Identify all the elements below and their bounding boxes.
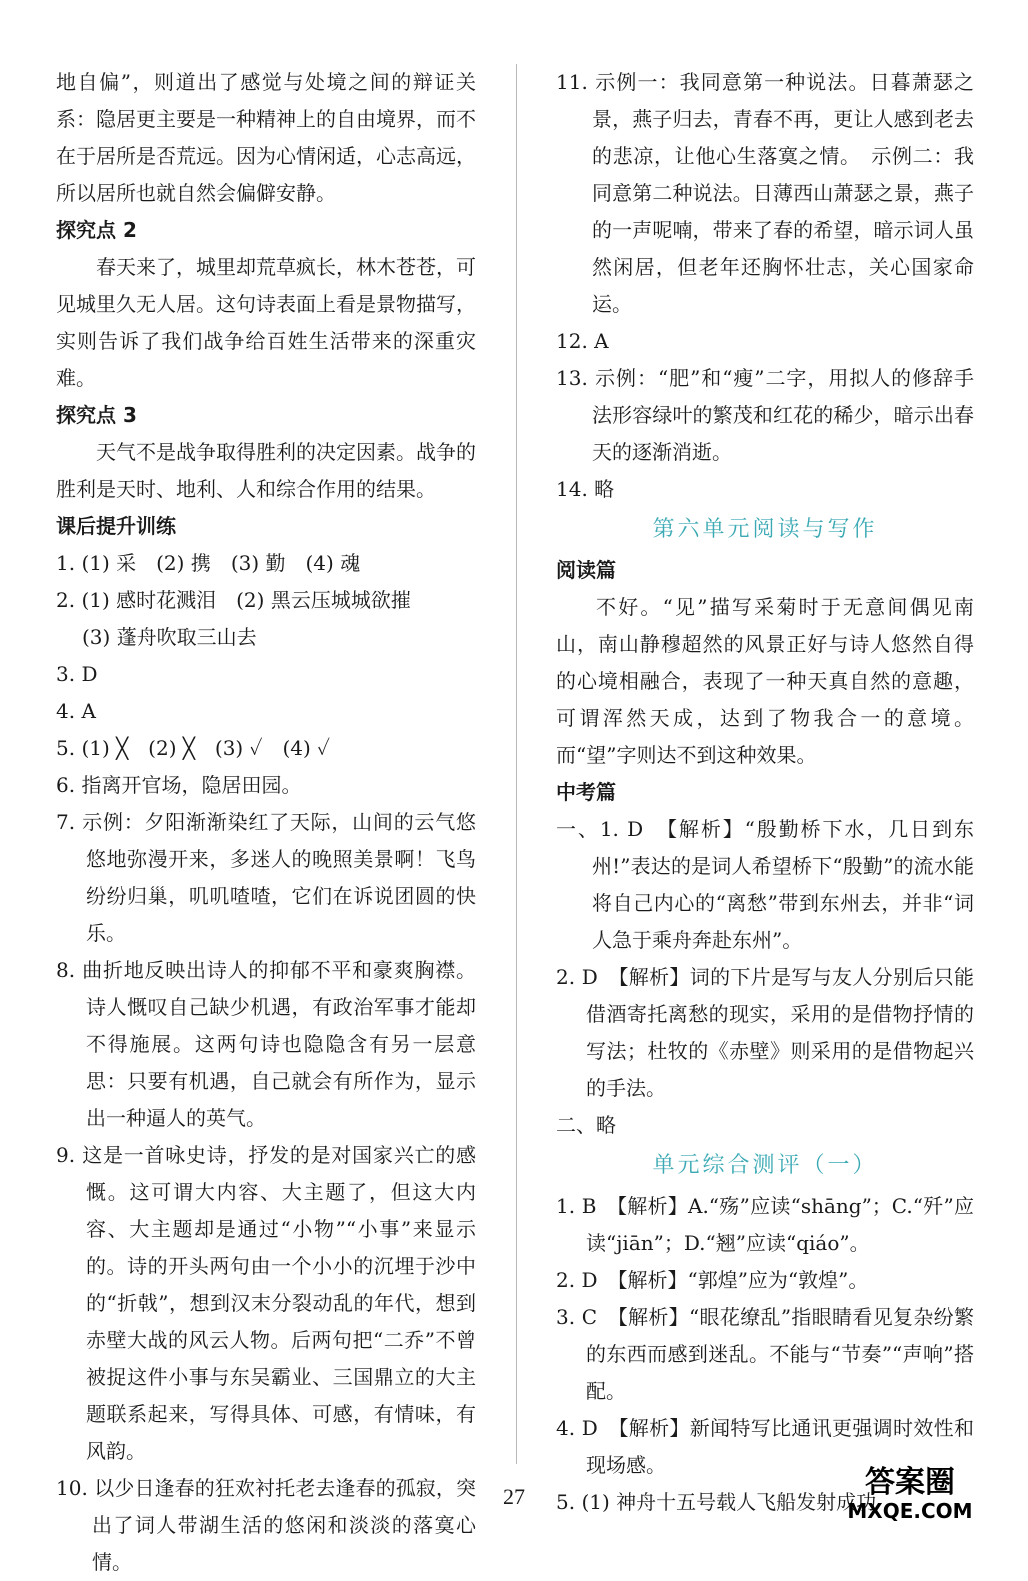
watermark-url: MXQE.COM — [847, 1499, 973, 1523]
answer-line: 1. (1) 采 (2) 携 (3) 勤 (4) 魂 — [56, 551, 361, 575]
answer-line: 6. 指离开官场，隐居田园。 — [56, 773, 302, 797]
section-heading: 课后提升训练 — [56, 514, 176, 538]
answer-item: 13. 示例：“肥”和“瘦”二字，用拟人的修辞手法形容绿叶的繁茂和红花的稀少，暗示出春天的逐渐消逝。 — [556, 366, 974, 464]
right-column — [556, 64, 974, 1521]
answer-item: 9. 这是一首咏史诗，抒发的是对国家兴亡的感慨。这可谓大内容、大主题了，但这大内容、大主题却是通过“小物”“小事”来显示的。诗的开头两句由一个小小的沉埋于沙中的“折戟”，想到汉末分裂动乱的年代，想到赤壁大战的风云人物。后两句把“二乔”不曾被捉这件小事与东吴霸业、三国鼎立的大主题联系起来，写得具体、可感，有情味，有风韵。 — [56, 1143, 476, 1463]
answer-line: 4. A — [56, 699, 96, 723]
answer-item: 10. 以少日逢春的狂欢衬托老去逢春的孤寂，突出了词人带湖生活的悠闲和淡淡的落寞心情。 — [56, 1476, 476, 1574]
section-heading: 阅读篇 — [556, 558, 616, 582]
answer-line: (3) 蓬舟吹取三山去 — [82, 625, 257, 649]
answer-line: 14. 略 — [556, 477, 615, 501]
answer-item: 4. D 【解析】新闻特写比通讯更强调时效性和现场感。 — [556, 1416, 974, 1477]
section-heading: 中考篇 — [556, 780, 616, 804]
watermark-logo — [810, 1456, 1010, 1526]
unit-title: 第六单元阅读与写作 — [652, 517, 878, 542]
watermark-title: 答案圈 — [865, 1465, 955, 1500]
answer-item: 8. 曲折地反映出诗人的抑郁不平和豪爽胸襟。诗人慨叹自己缺少机遇，有政治军事才能却不得施展。这两句诗也隐隐含有另一层意思：只要有机遇，自己就会有所作为，显示出一种逼人的英气。 — [56, 958, 476, 1130]
answer-item: 3. C 【解析】“眼花缭乱”指眼睛看见复杂纷繁的东西而感到迷乱。不能与“节奏”“声响”搭配。 — [556, 1305, 974, 1403]
page-number: 27 — [503, 1484, 525, 1509]
unit-title: 单元综合测评（一） — [652, 1153, 878, 1178]
answer-paragraph: 天气不是战争取得胜利的决定因素。战争的胜利是天时、地利、人和综合作用的结果。 — [56, 440, 476, 501]
answer-line: 2. (1) 感时花溅泪 (2) 黑云压城城欲摧 — [56, 588, 411, 612]
answer-line: 二、略 — [556, 1113, 616, 1137]
left-column — [56, 64, 476, 1581]
answer-item: 2. D 【解析】词的下片是写与友人分别后只能借酒寄托离愁的现实，采用的是借物抒情的写法；杜牧的《赤壁》则采用的是借物起兴的手法。 — [556, 965, 974, 1100]
answer-line: 3. D — [56, 662, 98, 686]
answer-item: 7. 示例：夕阳渐渐染红了天际，山间的云气悠悠地弥漫开来，多迷人的晚照美景啊！飞鸟纷纷归巢，叽叽喳喳，它们在诉说团圆的快乐。 — [56, 810, 476, 945]
section-heading: 探究点 3 — [56, 403, 137, 427]
answer-item: 1. B 【解析】A.“殇”应读“shāng”；C.“歼”应读“jiān”；D.“翘”应读“qiáo”。 — [556, 1194, 974, 1255]
answer-item: 11. 示例一：我同意第一种说法。日暮萧瑟之景，燕子归去，青春不再，更让人感到老去的悲凉，让他心生落寞之情。 示例二：我同意第二种说法。日薄西山萧瑟之景，燕子的一声呢喃，带来了春的希望，暗示词人虽然闲居，但老年还胸怀壮志，关心国家命运。 — [556, 70, 974, 316]
column-divider — [516, 64, 517, 1464]
answer-line: 5. (1) 神舟十五号载人飞船发射成功 — [556, 1490, 877, 1514]
answer-line: 2. D 【解析】“郭煌”应为“敦煌”。 — [556, 1268, 869, 1292]
answer-paragraph: 春天来了，城里却荒草疯长，林木苍苍，可见城里久无人居。这句诗表面上看是景物描写，实则告诉了我们战争给百姓生活带来的深重灾难。 — [56, 255, 476, 390]
answer-line: 12. A — [556, 329, 609, 353]
answer-line: 地自偏”，则道出了感觉与处境之间的辩证关系：隐居更主要是一种精神上的自由境界，而不在于居所是否荒远。因为心情闲适，心志高远，所以居所也就自然会偏僻安静。 — [56, 70, 476, 205]
answer-paragraph: 不好。“见”描写采菊时于无意间偶见南山，南山静穆超然的风景正好与诗人悠然自得的心境相融合，表现了一种天真自然的意趣，可谓浑然天成，达到了物我合一的意境。而“望”字则达不到这种效果。 — [556, 595, 974, 767]
answer-item: 一、1. D 【解析】“殷勤桥下水，几日到东州!”表达的是词人希望桥下“殷勤”的流水能将自己内心的“离愁”带到东州去，并非“词人急于乘舟奔赴东州”。 — [556, 817, 974, 952]
section-heading: 探究点 2 — [56, 218, 137, 242]
answer-line: 5. (1) ╳ (2) ╳ (3) ✓ (4) ✓ — [56, 736, 331, 760]
